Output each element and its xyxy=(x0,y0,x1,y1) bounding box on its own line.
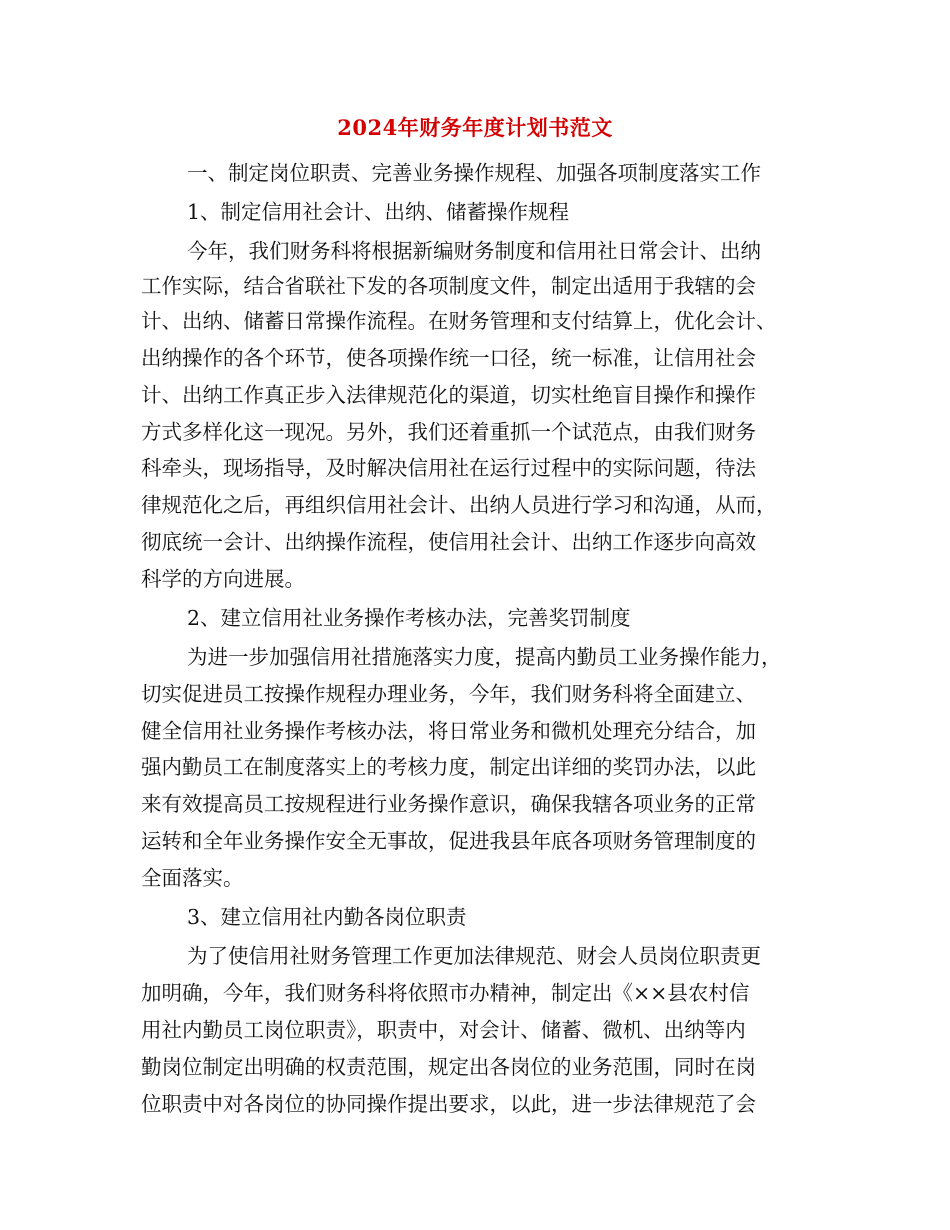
paragraph-line: 位职责中对各岗位的协同操作提出要求，以此，进一步法律规范了会 xyxy=(141,1092,756,1116)
paragraph-line: 律规范化之后，再组织信用社会计、出纳人员进行学习和沟通，从而， xyxy=(141,493,777,517)
paragraph-line: 计、出纳、储蓄日常操作流程。在财务管理和支付结算上，优化会计、 xyxy=(141,309,777,333)
paragraph-line: 方式多样化这一现况。另外，我们还着重抓一个试范点，由我们财务 xyxy=(141,420,756,444)
paragraph-line: 今年，我们财务科将根据新编财务制度和信用社日常会计、出纳 xyxy=(187,239,761,263)
subsection-heading: 3、建立信用社内勤各岗位职责 xyxy=(187,905,467,929)
subsection-heading: 1、制定信用社会计、出纳、储蓄操作规程 xyxy=(187,200,570,224)
paragraph-line: 加明确，今年，我们财务科将依照市办精神，制定出《××县农村信 xyxy=(141,981,750,1005)
paragraph-line: 计、出纳工作真正步入法律规范化的渠道，切实杜绝盲目操作和操作 xyxy=(141,383,756,407)
paragraph-line: 为进一步加强信用社措施落实力度，提高内勤员工业务操作能力， xyxy=(187,645,782,669)
paragraph-line: 为了使信用社财务管理工作更加法律规范、财会人员岗位职责更 xyxy=(187,944,761,968)
paragraph-line: 全面落实。 xyxy=(141,866,244,890)
subsection-heading: 2、建立信用社业务操作考核办法，完善奖罚制度 xyxy=(187,606,631,630)
section-heading: 一、制定岗位职责、完善业务操作规程、加强各项制度落实工作 xyxy=(187,161,761,185)
paragraph-line: 彻底统一会计、出纳操作流程，使信用社会计、出纳工作逐步向高效 xyxy=(141,530,756,554)
paragraph-line: 切实促进员工按操作规程办理业务，今年，我们财务科将全面建立、 xyxy=(141,682,756,706)
paragraph-line: 健全信用社业务操作考核办法，将日常业务和微机处理充分结合，加 xyxy=(141,719,756,743)
paragraph-line: 强内勤员工在制度落实上的考核力度，制定出详细的奖罚办法，以此 xyxy=(141,755,756,779)
paragraph-line: 运转和全年业务操作安全无事故，促进我县年底各项财务管理制度的 xyxy=(141,829,756,853)
paragraph-line: 勤岗位制定出明确的权责范围，规定出各岗位的业务范围，同时在岗 xyxy=(141,1055,756,1079)
paragraph-line: 用社内勤员工岗位职责》，职责中，对会计、储蓄、微机、出纳等内 xyxy=(141,1018,746,1042)
paragraph-line: 来有效提高员工按规程进行业务操作意识，确保我辖各项业务的正常 xyxy=(141,792,756,816)
paragraph-line: 工作实际，结合省联社下发的各项制度文件，制定出适用于我辖的会 xyxy=(141,274,756,298)
paragraph-line: 科学的方向进展。 xyxy=(141,567,305,591)
paragraph-line: 出纳操作的各个环节，使各项操作统一口径，统一标准，让信用社会 xyxy=(141,346,756,370)
document-title: 2024年财务年度计划书范文 xyxy=(337,115,613,140)
paragraph-line: 科牵头，现场指导，及时解决信用社在运行过程中的实际问题，待法 xyxy=(141,456,756,480)
